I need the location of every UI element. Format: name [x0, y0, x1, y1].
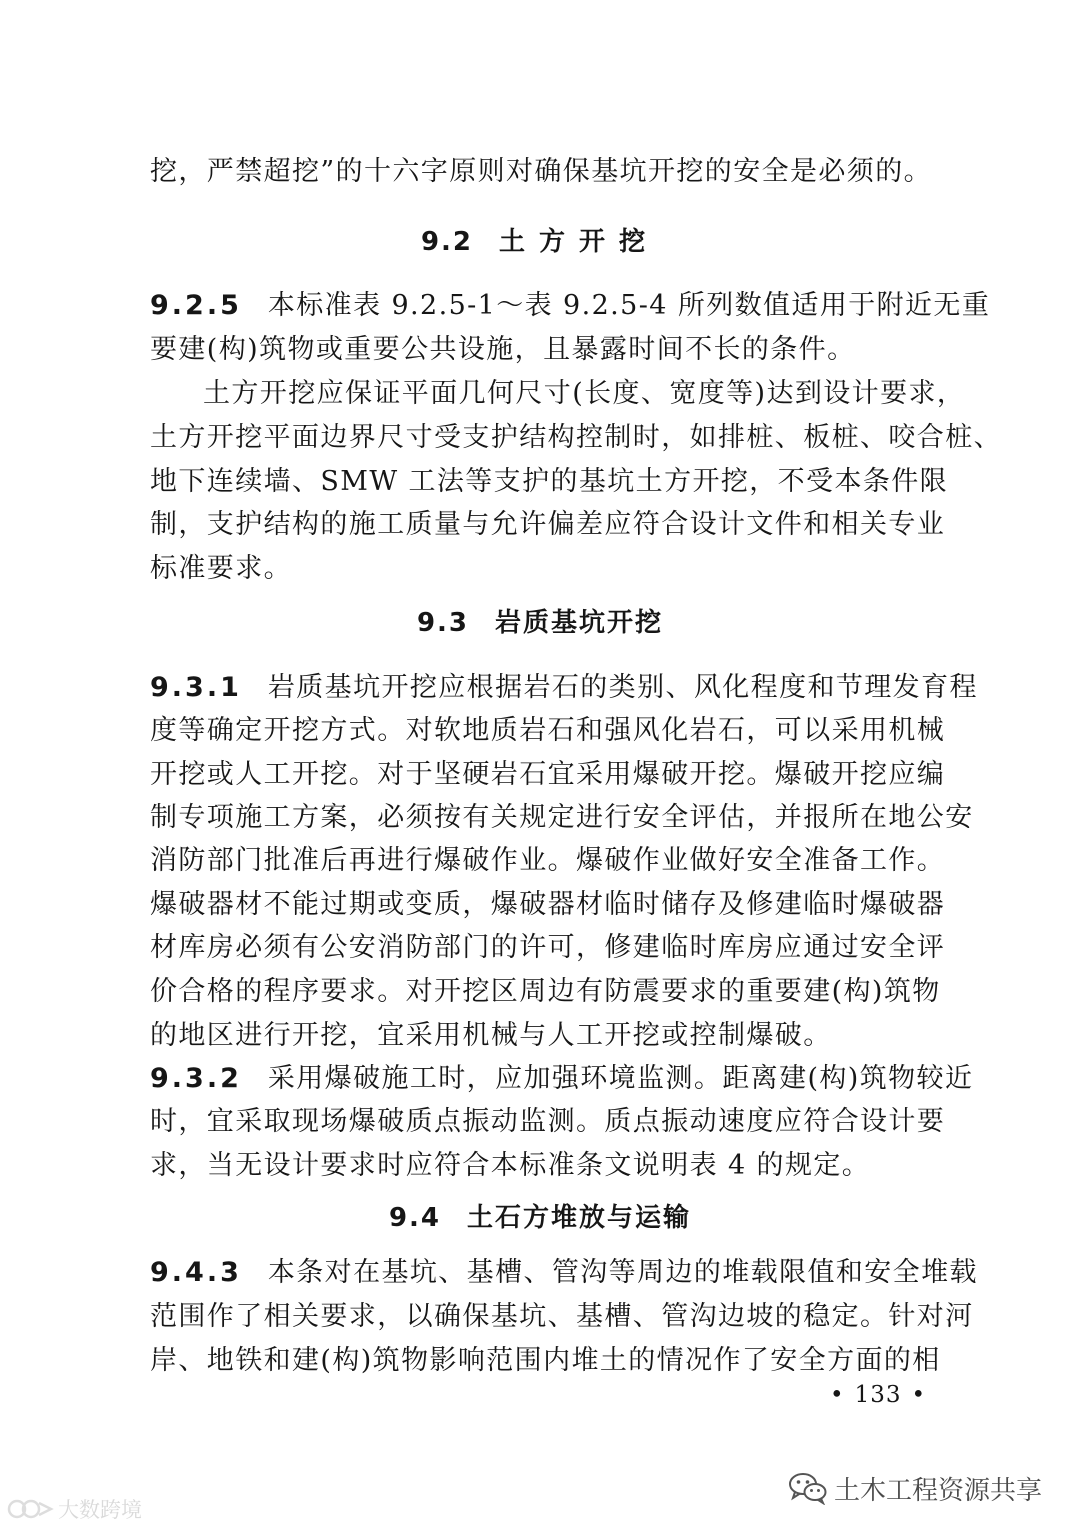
clause-text: 岩质基坑开挖应根据岩石的类别、风化程度和节理发育程 [267, 672, 978, 703]
clause-number: 9.3.2 [150, 1063, 242, 1094]
paragraph-line: 地下连续墙、SMW 工法等支护的基坑土方开挖，不受本条件限 [150, 466, 949, 497]
paragraph-line: 材库房必须有公安消防部门的许可，修建临时库房应通过安全评 [150, 932, 946, 963]
section-title: 土方开挖 [499, 227, 660, 257]
paragraph-line: 挖，严禁超挖”的十六字原则对确保基坑开挖的安全是必须的。 [150, 156, 933, 187]
paragraph-line: 制专项施工方案，必须按有关规定进行安全评估，并报所在地公安 [150, 802, 974, 833]
wechat-watermark [788, 1468, 1042, 1508]
paragraph-line: 时，宜采取现场爆破质点振动监测。质点振动速度应符合设计要 [150, 1106, 946, 1137]
watermark-left-text: 大数跨境 [58, 1498, 142, 1522]
section-number: 9.3 [416, 608, 470, 638]
section-heading-9-4 [0, 1198, 1080, 1238]
clause-line [150, 1251, 978, 1295]
section-heading-9-3 [0, 603, 1080, 643]
paragraph-line: 求，当无设计要求时应符合本标准条文说明表 4 的规定。 [150, 1150, 871, 1181]
clause-text: 本条对在基坑、基槽、管沟等周边的堆载限值和安全堆载 [267, 1257, 978, 1288]
page-number-dot: • [830, 1382, 845, 1408]
clause-number: 9.3.1 [150, 672, 242, 703]
paragraph-line: 制，支护结构的施工质量与允许偏差应符合设计文件和相关专业 [150, 509, 946, 540]
paragraph-line: 土方开挖平面边界尺寸受支护结构控制时，如排桩、板桩、咬合桩、 [150, 422, 1002, 453]
paragraph-line: 度等确定开挖方式。对软地质岩石和强风化岩石，可以采用机械 [150, 715, 946, 746]
clause-number: 9.4.3 [150, 1257, 242, 1288]
paragraph-line: 土方开挖应保证平面几何尺寸(长度、宽度等)达到设计要求， [203, 378, 966, 409]
section-heading-9-2 [0, 222, 1080, 262]
section-title: 岩质基坑开挖 [495, 608, 664, 638]
paragraph-line: 价合格的程序要求。对开挖区周边有防震要求的重要建(构)筑物 [150, 976, 941, 1007]
brand-watermark [6, 1493, 142, 1525]
wechat-icon [788, 1471, 828, 1505]
clause-line [150, 666, 978, 710]
paragraph-line: 开挖或人工开挖。对于坚硬岩石宜采用爆破开挖。爆破开挖应编 [150, 759, 946, 790]
page-number-value: 133 [854, 1382, 902, 1408]
paragraph-line: 标准要求。 [150, 553, 292, 584]
clause-line [150, 284, 991, 328]
page-number-dot: • [911, 1382, 927, 1408]
watermark-right-text: 土木工程资源共享 [834, 1475, 1043, 1506]
section-title: 土石方堆放与运输 [467, 1203, 692, 1233]
clause-text: 采用爆破施工时，应加强环境监测。距离建(构)筑物较近 [267, 1063, 974, 1094]
clause-line [150, 1057, 974, 1101]
section-number: 9.2 [420, 227, 474, 257]
brand-logo-icon [6, 1495, 54, 1523]
paragraph-line: 要建(构)筑物或重要公共设施，且暴露时间不长的条件。 [150, 334, 856, 365]
clause-text: 本标准表 9.2.5-1～表 9.2.5-4 所列数值适用于附近无重 [267, 290, 991, 321]
clause-number: 9.2.5 [150, 290, 242, 321]
paragraph-line: 消防部门批准后再进行爆破作业。爆破作业做好安全准备工作。 [150, 845, 946, 876]
paragraph-line: 的地区进行开挖，宜采用机械与人工开挖或控制爆破。 [150, 1020, 832, 1051]
section-number: 9.4 [388, 1203, 442, 1233]
paragraph-line: 爆破器材不能过期或变质，爆破器材临时储存及修建临时爆破器 [150, 889, 946, 920]
page-number [820, 1380, 936, 1410]
paragraph-line: 岸、地铁和建(构)筑物影响范围内堆土的情况作了安全方面的相 [150, 1345, 941, 1376]
paragraph-line: 范围作了相关要求，以确保基坑、基槽、管沟边坡的稳定。针对河 [150, 1301, 974, 1332]
